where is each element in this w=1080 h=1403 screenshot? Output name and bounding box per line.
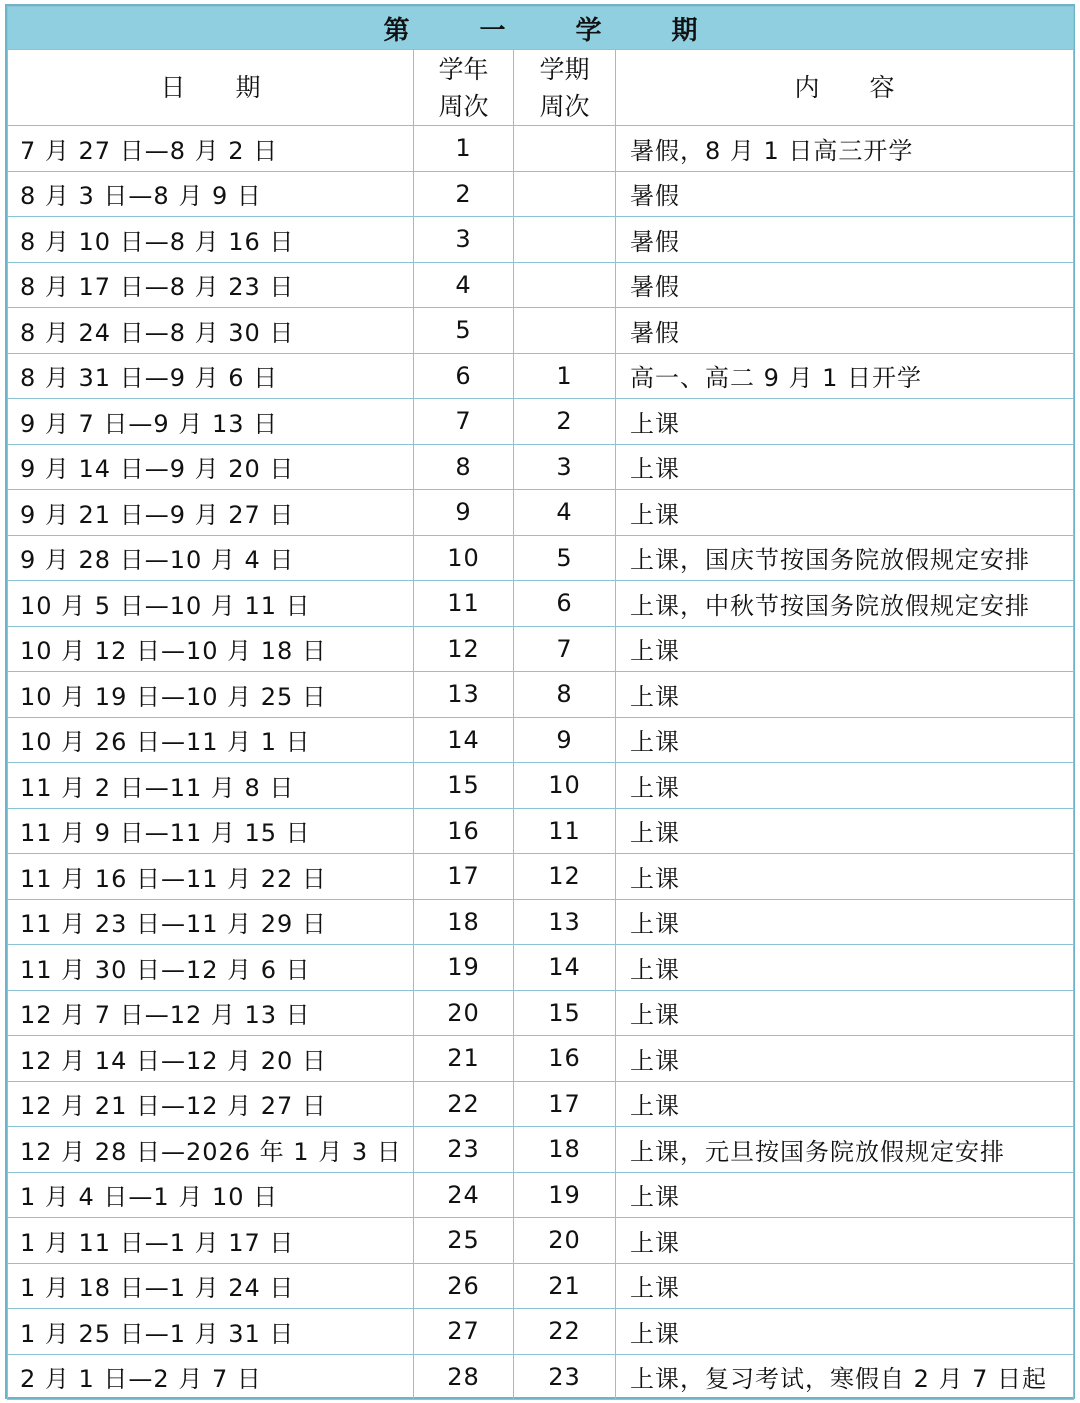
content-cell: 上课 (616, 1081, 1074, 1127)
semester-week-cell: 14 (514, 945, 616, 991)
year-week-cell: 14 (414, 717, 514, 763)
semester-week-cell: 1 (514, 353, 616, 399)
semester-week-cell: 7 (514, 626, 616, 672)
date-cell: 12 月 14 日—12 月 20 日 (8, 1036, 414, 1082)
table-row (8, 262, 1074, 308)
semester-week-cell: 5 (514, 535, 616, 581)
date-cell: 11 月 30 日—12 月 6 日 (8, 945, 414, 991)
semester-week-cell: 8 (514, 672, 616, 718)
content-cell: 上课 (616, 399, 1074, 445)
year-week-cell: 16 (414, 808, 514, 854)
date-cell: 1 月 18 日—1 月 24 日 (8, 1263, 414, 1309)
table-row (8, 1218, 1074, 1264)
year-week-cell: 9 (414, 490, 514, 536)
semester-schedule-table (5, 4, 1075, 1399)
table-row (8, 171, 1074, 217)
date-cell: 8 月 10 日—8 月 16 日 (8, 217, 414, 263)
semester-week-cell: 21 (514, 1263, 616, 1309)
date-cell: 12 月 7 日—12 月 13 日 (8, 990, 414, 1036)
schedule-table (7, 6, 1074, 1400)
content-cell: 暑假 (616, 308, 1074, 354)
date-cell: 11 月 16 日—11 月 22 日 (8, 854, 414, 900)
semester-week-cell: 6 (514, 581, 616, 627)
date-cell: 11 月 23 日—11 月 29 日 (8, 899, 414, 945)
content-cell: 上课 (616, 626, 1074, 672)
table-row (8, 444, 1074, 490)
table-row (8, 1081, 1074, 1127)
content-cell: 上课，元旦按国务院放假规定安排 (616, 1127, 1074, 1173)
content-cell: 暑假，8 月 1 日高三开学 (616, 126, 1074, 172)
date-cell: 1 月 25 日—1 月 31 日 (8, 1309, 414, 1355)
year-week-cell: 24 (414, 1172, 514, 1218)
date-cell: 9 月 14 日—9 月 20 日 (8, 444, 414, 490)
content-cell: 上课，复习考试，寒假自 2 月 7 日起 (616, 1354, 1074, 1400)
year-week-cell: 21 (414, 1036, 514, 1082)
semester-week-cell: 20 (514, 1218, 616, 1264)
content-cell: 上课 (616, 763, 1074, 809)
semester-week-cell: 17 (514, 1081, 616, 1127)
table-row (8, 899, 1074, 945)
year-week-cell: 10 (414, 535, 514, 581)
header-content: 内容 (616, 50, 1074, 126)
header-semester-week-line2: 周次 (539, 91, 590, 121)
header-date: 日期 (8, 50, 414, 126)
year-week-cell: 12 (414, 626, 514, 672)
date-cell: 10 月 12 日—10 月 18 日 (8, 626, 414, 672)
year-week-cell: 2 (414, 171, 514, 217)
date-cell: 9 月 28 日—10 月 4 日 (8, 535, 414, 581)
semester-week-cell: 4 (514, 490, 616, 536)
semester-week-cell: 19 (514, 1172, 616, 1218)
date-cell: 10 月 26 日—11 月 1 日 (8, 717, 414, 763)
semester-week-cell: 3 (514, 444, 616, 490)
title-row (8, 7, 1074, 50)
year-week-cell: 4 (414, 262, 514, 308)
content-cell: 上课 (616, 990, 1074, 1036)
table-row (8, 1172, 1074, 1218)
content-cell: 上课 (616, 945, 1074, 991)
year-week-cell: 22 (414, 1081, 514, 1127)
table-row (8, 1036, 1074, 1082)
table-title: 第一学期 (383, 15, 768, 46)
table-row (8, 854, 1074, 900)
semester-week-cell (514, 262, 616, 308)
content-cell: 上课 (616, 717, 1074, 763)
table-row (8, 535, 1074, 581)
date-cell: 1 月 4 日—1 月 10 日 (8, 1172, 414, 1218)
semester-week-cell: 22 (514, 1309, 616, 1355)
year-week-cell: 3 (414, 217, 514, 263)
content-cell: 上课，中秋节按国务院放假规定安排 (616, 581, 1074, 627)
header-year-week-line1: 学年 (438, 54, 489, 84)
semester-week-cell: 18 (514, 1127, 616, 1173)
semester-week-cell: 9 (514, 717, 616, 763)
table-row (8, 581, 1074, 627)
table-row (8, 1263, 1074, 1309)
date-cell: 8 月 17 日—8 月 23 日 (8, 262, 414, 308)
semester-week-cell (514, 308, 616, 354)
year-week-cell: 7 (414, 399, 514, 445)
semester-week-cell: 10 (514, 763, 616, 809)
date-cell: 1 月 11 日—1 月 17 日 (8, 1218, 414, 1264)
year-week-cell: 25 (414, 1218, 514, 1264)
table-row (8, 626, 1074, 672)
date-cell: 10 月 5 日—10 月 11 日 (8, 581, 414, 627)
content-cell: 上课 (616, 1036, 1074, 1082)
year-week-cell: 6 (414, 353, 514, 399)
content-cell: 上课 (616, 490, 1074, 536)
date-cell: 9 月 21 日—9 月 27 日 (8, 490, 414, 536)
content-cell: 上课，国庆节按国务院放假规定安排 (616, 535, 1074, 581)
year-week-cell: 27 (414, 1309, 514, 1355)
semester-week-cell: 13 (514, 899, 616, 945)
date-cell: 10 月 19 日—10 月 25 日 (8, 672, 414, 718)
year-week-cell: 13 (414, 672, 514, 718)
date-cell: 12 月 21 日—12 月 27 日 (8, 1081, 414, 1127)
content-cell: 上课 (616, 854, 1074, 900)
content-cell: 上课 (616, 1218, 1074, 1264)
year-week-cell: 26 (414, 1263, 514, 1309)
table-row (8, 399, 1074, 445)
table-row (8, 1354, 1074, 1400)
date-cell: 11 月 2 日—11 月 8 日 (8, 763, 414, 809)
year-week-cell: 28 (414, 1354, 514, 1400)
semester-week-cell: 11 (514, 808, 616, 854)
content-cell: 暑假 (616, 262, 1074, 308)
table-row (8, 308, 1074, 354)
semester-week-cell: 23 (514, 1354, 616, 1400)
table-body (8, 126, 1074, 1400)
table-row (8, 990, 1074, 1036)
year-week-cell: 19 (414, 945, 514, 991)
date-cell: 8 月 24 日—8 月 30 日 (8, 308, 414, 354)
year-week-cell: 5 (414, 308, 514, 354)
semester-week-cell (514, 217, 616, 263)
year-week-cell: 18 (414, 899, 514, 945)
date-cell: 11 月 9 日—11 月 15 日 (8, 808, 414, 854)
date-cell: 12 月 28 日—2026 年 1 月 3 日 (8, 1127, 414, 1173)
semester-week-cell (514, 171, 616, 217)
year-week-cell: 11 (414, 581, 514, 627)
year-week-cell: 15 (414, 763, 514, 809)
header-semester-week (514, 50, 616, 126)
year-week-cell: 8 (414, 444, 514, 490)
table-row (8, 126, 1074, 172)
content-cell: 暑假 (616, 217, 1074, 263)
table-row (8, 808, 1074, 854)
content-cell: 上课 (616, 444, 1074, 490)
content-cell: 上课 (616, 1172, 1074, 1218)
semester-week-cell: 15 (514, 990, 616, 1036)
table-row (8, 1127, 1074, 1173)
table-title-cell (8, 7, 1074, 50)
header-row (8, 50, 1074, 126)
table-row (8, 672, 1074, 718)
header-year-week-line2: 周次 (438, 91, 489, 121)
header-year-week (414, 50, 514, 126)
table-row (8, 353, 1074, 399)
header-semester-week-line1: 学期 (539, 54, 590, 84)
year-week-cell: 20 (414, 990, 514, 1036)
date-cell: 8 月 3 日—8 月 9 日 (8, 171, 414, 217)
year-week-cell: 17 (414, 854, 514, 900)
semester-week-cell: 16 (514, 1036, 616, 1082)
table-row (8, 217, 1074, 263)
content-cell: 高一、高二 9 月 1 日开学 (616, 353, 1074, 399)
semester-week-cell: 12 (514, 854, 616, 900)
year-week-cell: 23 (414, 1127, 514, 1173)
date-cell: 9 月 7 日—9 月 13 日 (8, 399, 414, 445)
table-row (8, 490, 1074, 536)
year-week-cell: 1 (414, 126, 514, 172)
semester-week-cell: 2 (514, 399, 616, 445)
content-cell: 上课 (616, 1309, 1074, 1355)
content-cell: 上课 (616, 808, 1074, 854)
table-row (8, 1309, 1074, 1355)
content-cell: 上课 (616, 899, 1074, 945)
table-row (8, 717, 1074, 763)
date-cell: 8 月 31 日—9 月 6 日 (8, 353, 414, 399)
date-cell: 7 月 27 日—8 月 2 日 (8, 126, 414, 172)
semester-week-cell (514, 126, 616, 172)
content-cell: 上课 (616, 1263, 1074, 1309)
table-row (8, 763, 1074, 809)
date-cell: 2 月 1 日—2 月 7 日 (8, 1354, 414, 1400)
content-cell: 暑假 (616, 171, 1074, 217)
table-row (8, 945, 1074, 991)
content-cell: 上课 (616, 672, 1074, 718)
